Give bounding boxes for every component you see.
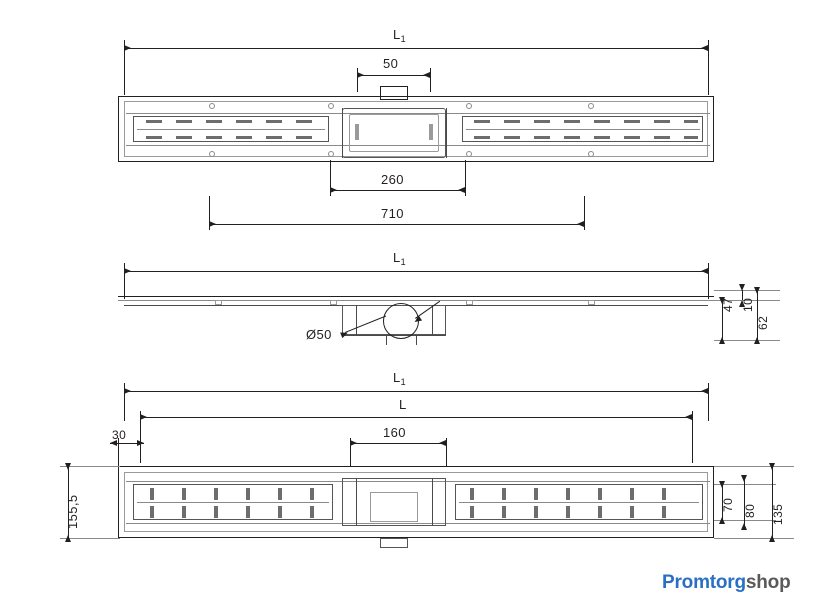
section-62-arrow-top — [754, 287, 760, 294]
grate-slot — [624, 136, 640, 139]
bottom-l1-arrow-left — [124, 388, 131, 394]
section-62-arrow-bottom — [754, 337, 760, 344]
grate-centerline-left — [137, 129, 325, 130]
sump-detail — [429, 124, 433, 140]
top-view-50-label: 50 — [383, 56, 399, 71]
bottom-160-ext-right — [446, 438, 447, 466]
bottom-rib — [566, 488, 570, 500]
fastener-dot — [209, 103, 215, 109]
section-tab — [588, 300, 595, 305]
section-10-label: 10 — [741, 297, 755, 312]
top-view-710-ext-right — [584, 196, 585, 230]
section-plate-bottom — [118, 300, 714, 301]
bottom-rib — [214, 506, 218, 518]
bottom-l-arrow-right — [685, 414, 692, 420]
bottom-rib — [182, 506, 186, 518]
bottom-rib — [662, 506, 666, 518]
bottom-sump-rib-left — [356, 478, 357, 526]
bottom-rib — [310, 488, 314, 500]
grate-slot — [296, 120, 312, 123]
bottom-135-arrow-top — [769, 463, 775, 470]
sump-detail — [355, 124, 359, 140]
grate-slot — [266, 120, 282, 123]
top-view-50-arrow-right — [423, 72, 430, 78]
bottom-rib — [534, 488, 538, 500]
bottom-sump-outlet — [370, 492, 418, 522]
bottom-rib — [246, 488, 250, 500]
bottom-160-arrow-left — [350, 440, 357, 446]
section-sump-rib-right — [432, 305, 433, 335]
top-view-710-ext-left — [209, 196, 210, 230]
bottom-135-label: 135 — [771, 503, 785, 525]
bottom-rib — [246, 506, 250, 518]
section-l1-ext-right — [708, 263, 709, 299]
section-tab — [466, 300, 473, 305]
top-view-l1-label: $L_1$ — [393, 27, 407, 44]
bottom-l1-ext-right — [708, 383, 709, 421]
fastener-dot — [588, 151, 594, 157]
bottom-outlet-neck — [380, 538, 408, 548]
bottom-rib — [598, 506, 602, 518]
section-tab — [330, 300, 337, 305]
bottom-rib — [278, 506, 282, 518]
grate-slot — [654, 136, 670, 139]
grate-slot — [296, 136, 312, 139]
bottom-rib — [502, 488, 506, 500]
bottom-rib — [310, 506, 314, 518]
grate-slot — [206, 120, 222, 123]
fastener-dot — [209, 151, 215, 157]
promtorgshop-logo — [662, 572, 791, 594]
bottom-rib — [662, 488, 666, 500]
grate-slot — [176, 120, 192, 123]
bottom-160-ext-left — [350, 438, 351, 466]
bottom-155-arrow-bottom — [65, 535, 71, 542]
bottom-155-label: 155,5 — [65, 494, 80, 529]
grate-slot — [654, 120, 670, 123]
bottom-rib — [214, 488, 218, 500]
bottom-155-arrow-top — [65, 463, 71, 470]
bottom-rib — [502, 506, 506, 518]
bottom-l-label: L — [399, 397, 407, 412]
fastener-dot — [328, 151, 334, 157]
top-view-260-arrow-left — [330, 187, 337, 193]
section-l1-ext-left — [124, 263, 125, 299]
bottom-rib — [534, 506, 538, 518]
grate-slot — [236, 136, 252, 139]
bottom-sump-rib-right — [432, 478, 433, 526]
section-l1-arrow-left — [124, 268, 131, 274]
top-view-l1-arrow-left — [124, 45, 131, 51]
top-view-sump-inner — [349, 114, 439, 152]
bottom-30-label: 30 — [112, 428, 127, 442]
bottom-rib — [566, 506, 570, 518]
top-view-l1-ext-right — [708, 40, 709, 95]
bottom-plate-centerline-right — [459, 502, 699, 503]
top-view-710-arrow-right — [577, 221, 584, 227]
bottom-rib — [150, 506, 154, 518]
section-ext-top — [714, 290, 780, 291]
bottom-70-label: 70 — [721, 497, 735, 512]
top-view-sump-edge-left — [342, 108, 343, 158]
bottom-l1-ext-left — [124, 383, 125, 421]
top-view-50-dimension-line — [357, 75, 430, 76]
top-view-710-dimension-line — [209, 224, 584, 225]
grate-slot — [236, 120, 252, 123]
logo-secondary-text: shop — [745, 572, 791, 593]
grate-slot — [564, 136, 580, 139]
bottom-70-arrow-bottom — [719, 517, 725, 524]
grate-slot — [684, 120, 698, 123]
top-view-50-ext-right — [430, 68, 431, 92]
bottom-rib — [278, 488, 282, 500]
section-62-label: 62 — [756, 315, 770, 330]
top-view-l1-dimension-line — [124, 48, 708, 49]
bottom-right-ext-top — [714, 466, 794, 467]
bottom-rib — [470, 506, 474, 518]
bottom-135-dimension-line — [772, 466, 773, 538]
bottom-l-ext-right — [692, 411, 693, 463]
grate-slot — [594, 120, 610, 123]
top-view-260-arrow-right — [458, 187, 465, 193]
bottom-80-dimension-line — [744, 478, 745, 526]
bottom-l-arrow-left — [140, 414, 147, 420]
bottom-80-arrow-top — [741, 475, 747, 482]
top-view-l1-arrow-right — [701, 45, 708, 51]
section-l1-dimension-line — [124, 271, 708, 272]
grate-slot — [176, 136, 192, 139]
diameter-label: Ø50 — [306, 327, 332, 342]
fastener-dot — [588, 103, 594, 109]
top-view-l1-ext-left — [124, 40, 125, 95]
top-view-50-arrow-left — [357, 72, 364, 78]
section-stub-right — [416, 335, 417, 345]
section-47-arrow-bottom — [719, 337, 725, 344]
bottom-l1-label: $L_1$ — [393, 370, 407, 387]
bottom-l-ext-left — [140, 411, 141, 463]
bottom-l1-arrow-right — [701, 388, 708, 394]
grate-centerline-right — [466, 129, 700, 130]
bottom-rib — [470, 488, 474, 500]
top-view-sump-edge-right — [446, 108, 447, 158]
grate-slot — [504, 136, 520, 139]
bottom-160-label: 160 — [383, 425, 406, 440]
grate-slot — [474, 120, 490, 123]
section-stub-left — [386, 335, 387, 345]
section-l1-arrow-right — [701, 268, 708, 274]
grate-slot — [534, 136, 550, 139]
section-top-edge — [118, 296, 714, 297]
grate-slot — [504, 120, 520, 123]
fastener-dot — [328, 103, 334, 109]
grate-slot — [146, 136, 162, 139]
fastener-dot — [466, 103, 472, 109]
bottom-l1-dimension-line — [124, 391, 708, 392]
bottom-rib — [182, 488, 186, 500]
top-view-260-ext-right — [465, 160, 466, 196]
bottom-80-arrow-bottom — [741, 523, 747, 530]
section-sump-rib-left — [356, 305, 357, 335]
section-10-arrow-top — [739, 284, 745, 291]
bottom-135-arrow-bottom — [769, 535, 775, 542]
bottom-160-arrow-right — [439, 440, 446, 446]
bottom-right-ext-bottom — [714, 538, 794, 539]
bottom-rib — [598, 488, 602, 500]
top-view-50-ext-left — [357, 68, 358, 92]
top-view-710-label: 710 — [381, 206, 404, 221]
grate-slot — [266, 136, 282, 139]
bottom-160-dimension-line — [350, 443, 446, 444]
bottom-rib — [150, 488, 154, 500]
grate-slot — [146, 120, 162, 123]
bottom-30-ext-left — [118, 438, 119, 466]
bottom-l-dimension-line — [140, 417, 692, 418]
bottom-rib — [630, 506, 634, 518]
grate-slot — [684, 136, 698, 139]
grate-slot — [624, 120, 640, 123]
grate-slot — [534, 120, 550, 123]
section-l1-label: $L_1$ — [393, 250, 407, 267]
bottom-80-label: 80 — [743, 503, 757, 518]
top-view-260-label: 260 — [381, 172, 404, 187]
logo-primary-text: Promtorg — [662, 572, 746, 593]
fastener-dot — [466, 151, 472, 157]
grate-slot — [594, 136, 610, 139]
top-view-260-ext-left — [330, 160, 331, 196]
top-view-260-dimension-line — [330, 190, 465, 191]
bottom-30-arrow-right — [137, 440, 144, 446]
bottom-plate-centerline-left — [137, 502, 329, 503]
section-tab — [215, 300, 222, 305]
grate-slot — [474, 136, 490, 139]
bottom-70-arrow-top — [719, 481, 725, 488]
grate-slot — [564, 120, 580, 123]
grate-slot — [206, 136, 222, 139]
section-47-label: 47 — [721, 297, 735, 312]
top-view-710-arrow-left — [209, 221, 216, 227]
bottom-rib — [630, 488, 634, 500]
